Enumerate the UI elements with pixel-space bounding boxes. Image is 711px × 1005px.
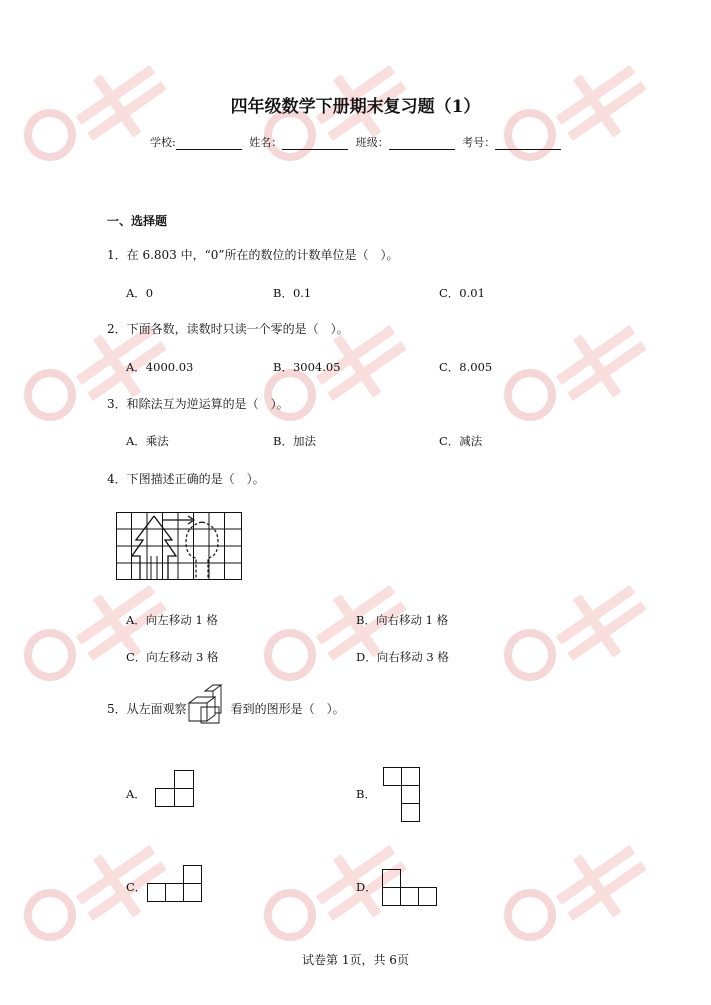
- question-2-option-c[interactable]: C．8.005: [439, 360, 493, 374]
- option-c-figure: [147, 865, 205, 903]
- option-d-figure: [382, 869, 440, 907]
- school-field[interactable]: [176, 138, 242, 150]
- name-field[interactable]: [282, 138, 348, 150]
- question-4-option-c[interactable]: C．向左移动 3 格: [126, 650, 219, 664]
- question-3-option-a[interactable]: A．乘法: [126, 434, 169, 448]
- question-2: 2．下面各数，读数时只读一个零的是（ ）。: [107, 322, 349, 336]
- school-label: 学校:: [150, 136, 176, 149]
- watermark-logo: [500, 290, 680, 440]
- name-label: 姓名：: [249, 136, 283, 149]
- question-5-text-before: 5．从左面观察: [107, 702, 187, 716]
- student-info-line: [150, 134, 565, 150]
- question-5: [107, 700, 345, 717]
- translation-grid-figure: [116, 512, 242, 580]
- question-3-option-c[interactable]: C．减法: [439, 434, 483, 448]
- class-field[interactable]: [389, 138, 455, 150]
- section-heading: 一、选择题: [107, 214, 168, 228]
- question-1-option-b[interactable]: B．0.1: [273, 286, 312, 300]
- cube-stack-figure: [187, 683, 231, 731]
- question-1-option-a[interactable]: A．0: [126, 286, 154, 300]
- question-2-option-b[interactable]: B．3004.05: [273, 360, 341, 374]
- question-5-option-b[interactable]: B．: [356, 787, 376, 801]
- question-5-option-c[interactable]: C．: [126, 880, 147, 894]
- question-4-option-d[interactable]: D．向右移动 3 格: [356, 650, 449, 664]
- page-title: 四年级数学下册期末复习题（1）: [230, 97, 481, 117]
- question-3-option-b[interactable]: B．加法: [273, 434, 316, 448]
- number-label: 考号：: [462, 136, 496, 149]
- question-4-option-a[interactable]: A．向左移动 1 格: [126, 613, 218, 627]
- question-4: 4．下图描述正确的是（ ）。: [107, 472, 265, 486]
- option-a-figure: [155, 770, 197, 808]
- question-5-option-d[interactable]: D．: [356, 880, 377, 894]
- question-1-option-c[interactable]: C．0.01: [439, 286, 485, 300]
- question-5-text-after: 看到的图形是（ ）。: [230, 702, 345, 716]
- page-footer: 试卷第 1页，共 6页: [302, 953, 409, 967]
- question-1: 1．在 6.803 中，“0”所在的数位的计数单位是（ ）。: [107, 248, 399, 262]
- option-b-figure: [383, 767, 423, 823]
- watermark-logo: [500, 810, 680, 960]
- question-5-option-a[interactable]: A．: [126, 787, 146, 801]
- watermark-logo: [500, 550, 680, 700]
- question-4-option-b[interactable]: B．向右移动 1 格: [356, 613, 449, 627]
- question-2-option-a[interactable]: A．4000.03: [126, 360, 194, 374]
- number-field[interactable]: [495, 138, 561, 150]
- question-3: 3．和除法互为逆运算的是（ ）。: [107, 397, 289, 411]
- class-label: 班级：: [355, 136, 389, 149]
